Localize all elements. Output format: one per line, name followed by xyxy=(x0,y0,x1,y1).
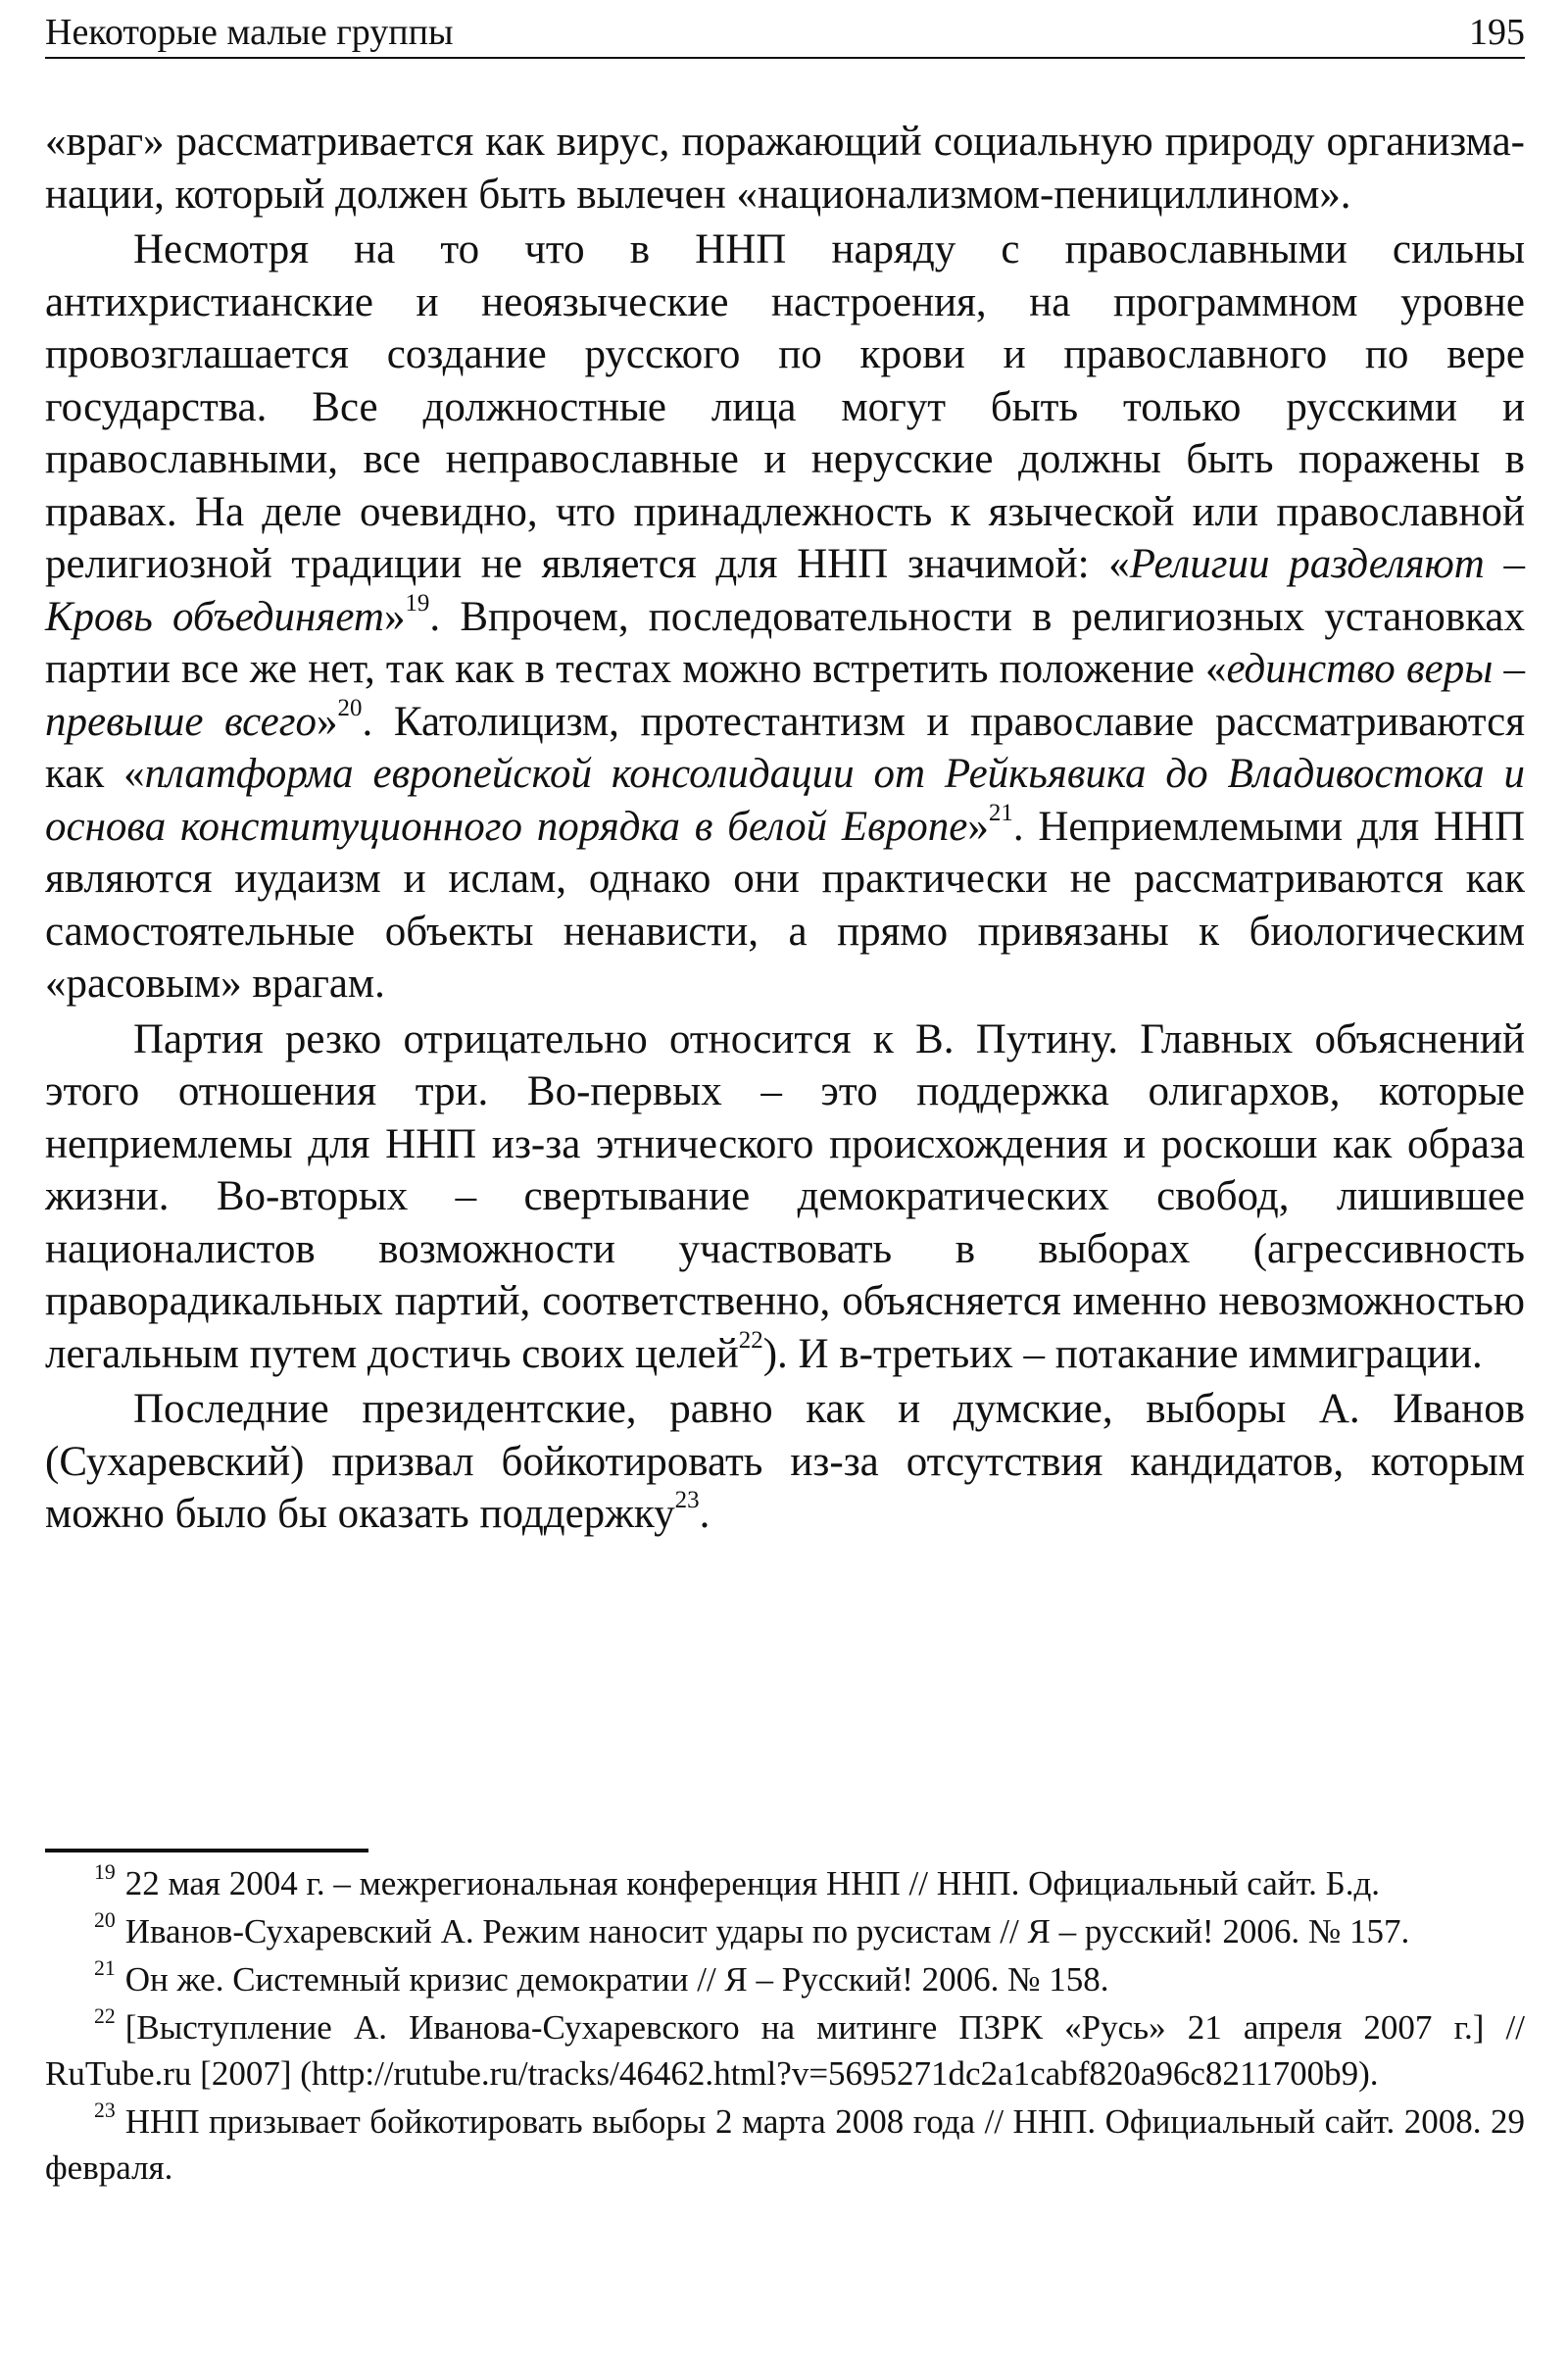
page-number: 195 xyxy=(1469,12,1525,53)
footnote-number: 21 xyxy=(94,1955,116,1980)
running-header xyxy=(45,8,1525,59)
paragraph-2-text-6: » xyxy=(967,803,989,850)
footnote-number: 22 xyxy=(94,2003,116,2028)
footnote-text: 22 мая 2004 г. – межрегиональная конференция ННП // ННП. Официальный сайт. Б.д. xyxy=(124,1864,1381,1902)
footnote-text: [Выступление А. Иванова-Сухаревского на митинге ПЗРК «Русь» 21 апреля 2007 г.] // RuTube.ru [2007] (http://rutube.ru/tracks/46462.html?v=5695271dc2a1cabf820a96c8211700b9). xyxy=(45,2008,1525,2093)
paragraph-2-text-5: . Католицизм, протестантизм и православие рассматриваются как « xyxy=(45,698,1525,797)
quote-religions: Религии разделяют – Кровь объединяет xyxy=(45,541,1525,640)
paragraph-4-text-2: . xyxy=(699,1491,710,1537)
paragraph-3 xyxy=(45,1013,1525,1381)
footnote-number: 23 xyxy=(94,2098,116,2122)
footnote-23 xyxy=(45,2098,1525,2191)
footnote-ref-21[interactable]: 21 xyxy=(988,799,1013,826)
footnote-text: Иванов-Сухаревский А. Режим наносит удары по русистам // Я – русский! 2006. № 157. xyxy=(124,1912,1410,1950)
paragraph-4-text-1: Последние президентские, равно как и думские, выборы А. Иванов (Сухаревский) призвал бойкотировать из-за отсутствия кандидатов, которым можно было бы оказать поддержку xyxy=(45,1386,1525,1537)
paragraph-2-text-7: . Неприемлемыми для ННП являются иудаизм и ислам, однако они практически не рассматриваются как самостоятельные объекты ненависти, а прямо привязаны к биологическим «расовым» врагам. xyxy=(45,803,1525,1007)
paragraph-3-text-1: Партия резко отрицательно относится к В. Путину. Главных объяснений этого отношения три. Во-первых – это поддержка олигархов, которые неприемлемы для ННП из-за этнического происхождения и роскоши как образа жизни. Во-вторых – свертывание демократических свобод, лишившее националистов возможности участвовать в выборах (агрессивность праворадикальных партий, соответственно, объясняется именно невозможностью легальным путем достичь своих целей xyxy=(45,1015,1525,1377)
footnote-19 xyxy=(45,1860,1525,1906)
footnote-ref-20[interactable]: 20 xyxy=(337,694,363,721)
paragraph-4 xyxy=(45,1383,1525,1541)
book-page xyxy=(45,0,1525,2370)
running-title: Некоторые малые группы xyxy=(45,12,454,53)
paragraph-2-text-1: Несмотря на то что в ННП наряду с православными сильны антихристианские и неоязыческие настроения, на программном уровне провозглашается создание русского по крови и православного по вере государства. Все должностные лица могут быть только русскими и православными, все неправославные и нерусские должны быть поражены в правах. На деле очевидно, что принадлежность к языческой или православной религиозной традиции не является для ННП значимой: « xyxy=(45,226,1525,587)
quote-unity-of-faith: единство веры – превыше всего xyxy=(45,646,1525,745)
main-text xyxy=(45,116,1525,1541)
quote-platform: платформа европейской консолидации от Рейкьявика до Владивостока и основа конституционного порядка в белой Европе xyxy=(45,751,1525,850)
footnote-text: Он же. Системный кризис демократии // Я – Русский! 2006. № 158. xyxy=(124,1960,1109,1999)
paragraph-1 xyxy=(45,116,1525,221)
paragraph-2-text-3: . Впрочем, последовательности в религиозных установках партии все же нет, так как в тестах можно встретить положение « xyxy=(45,593,1525,692)
paragraph-2 xyxy=(45,223,1525,1011)
footnote-21 xyxy=(45,1956,1525,2002)
footnote-ref-22[interactable]: 22 xyxy=(738,1326,763,1354)
paragraph-2-text-2: » xyxy=(383,593,406,640)
footnote-divider xyxy=(45,1849,368,1852)
footnotes xyxy=(45,1860,1525,2193)
paragraph-1-text: «враг» рассматривается как вирус, поражающий социальную природу организма-нации, который должен быть вылечен «национализмом-пенициллином». xyxy=(45,119,1525,218)
footnote-ref-23[interactable]: 23 xyxy=(674,1487,700,1514)
paragraph-3-text-2: ). И в-третьих – потакание иммиграции. xyxy=(762,1330,1483,1377)
footnote-number: 19 xyxy=(94,1859,116,1884)
footnote-22 xyxy=(45,2004,1525,2097)
footnote-number: 20 xyxy=(94,1907,116,1932)
footnote-20 xyxy=(45,1908,1525,1954)
footnote-ref-19[interactable]: 19 xyxy=(405,589,430,617)
paragraph-2-text-4: » xyxy=(317,698,338,745)
footnote-text: ННП призывает бойкотировать выборы 2 марта 2008 года // ННП. Официальный сайт. 2008. 29 февраля. xyxy=(45,2102,1525,2187)
